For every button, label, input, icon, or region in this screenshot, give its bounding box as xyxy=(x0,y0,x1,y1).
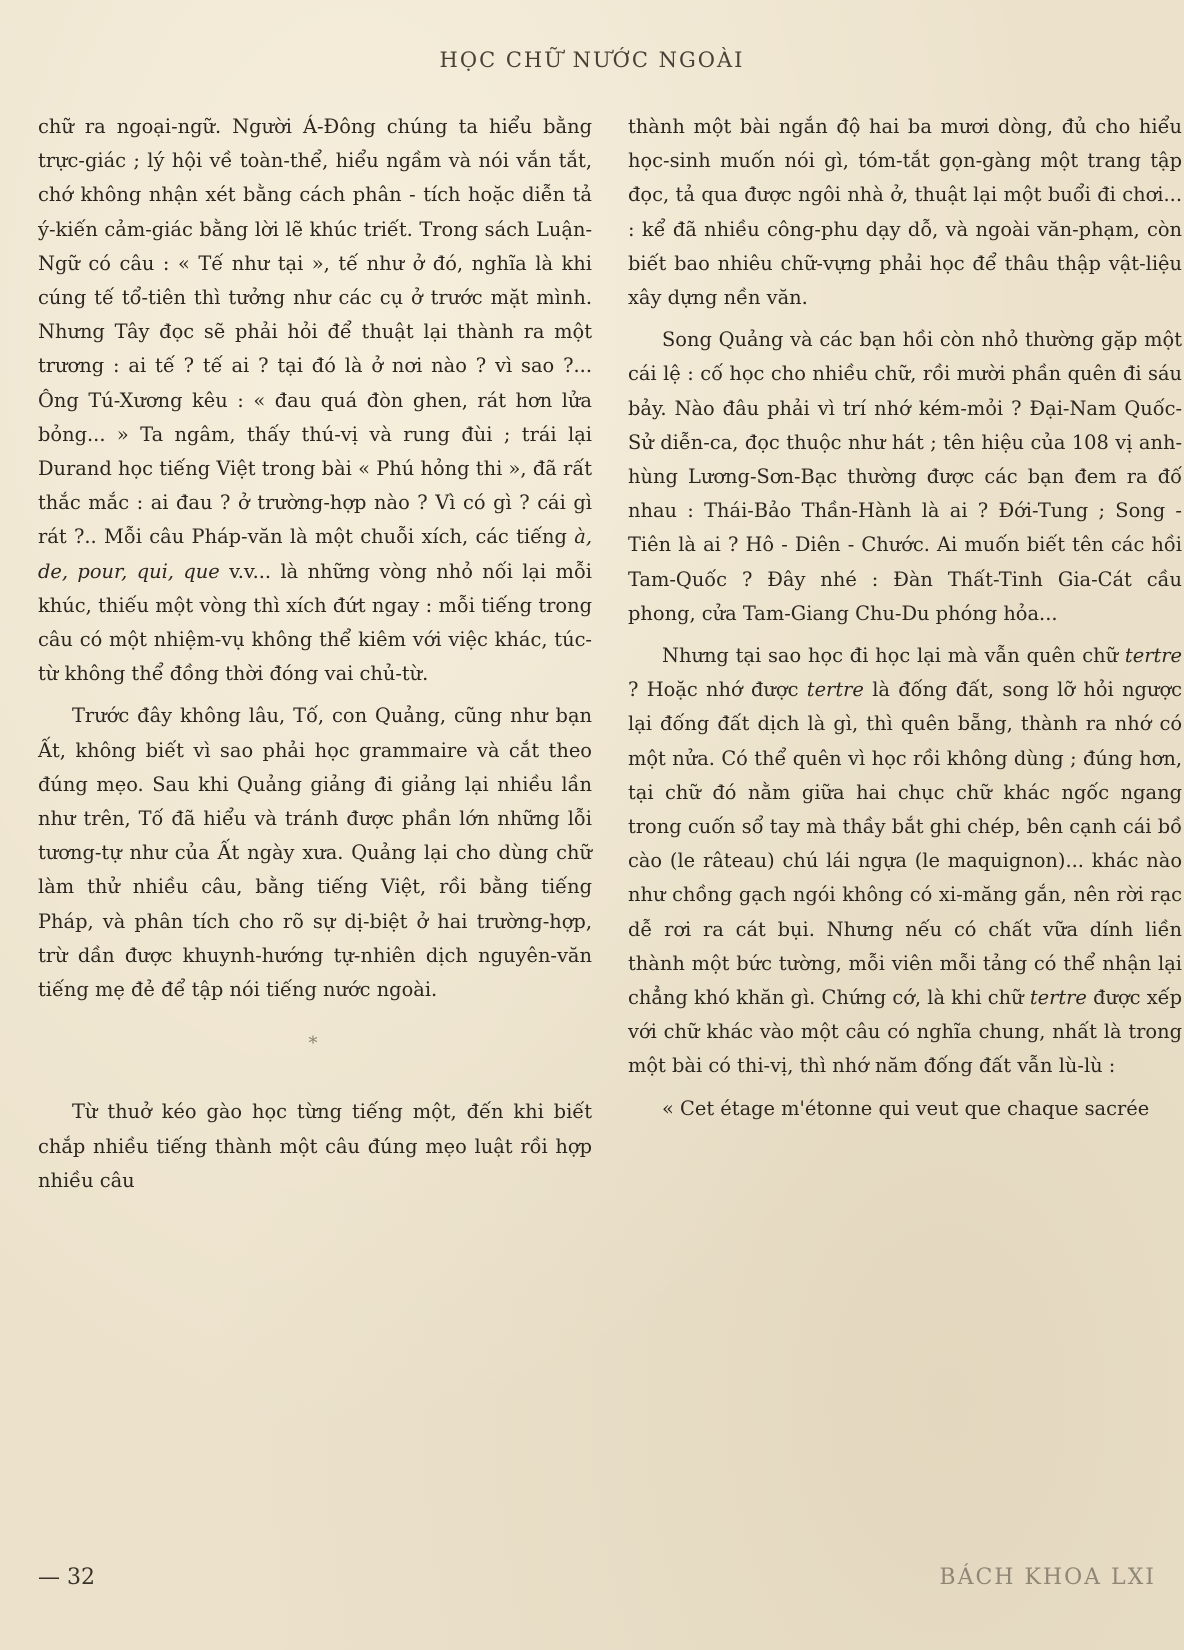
quotation: « Cet étage m'étonne qui veut que chaque sacrée xyxy=(662,1096,1150,1120)
section-divider: * xyxy=(308,1033,322,1055)
paragraph: Song Quảng và các bạn hồi còn nhỏ thường gặp một cái lệ : cố học cho nhiều chữ, rồi mười phần quên đi sáu bảy. Nào đâu phải vì trí nhớ kém-mỏi ? Đại-Nam Quốc-Sử diễn-ca, đọc thuộc như hát ; tên hiệu của 108 vị anh-hùng Lương-Sơn-Bạc thường được các bạn đem ra đố nhau : Thái-Bảo Thần-Hành là ai ? Đới-Tung ; Song - Tiên là ai ? Hô - Diên - Chước. Ai muốn biết tên các hồi Tam-Quốc ? Đây nhé : Đàn Thất-Tinh Gia-Cát cầu phong, cửa Tam-Giang Chu-Du phóng hỏa... xyxy=(628,328,1182,625)
emphasis: tertre xyxy=(1124,644,1182,668)
emphasis: tertre xyxy=(1029,986,1087,1010)
emphasis: à, de, pour, qui, que xyxy=(38,525,592,583)
paragraph: chữ ra ngoại-ngữ. Người Á-Đông chúng ta hiểu bằng trực-giác ; lý hội về toàn-thể, hiểu ngầm và nói vắn tắt, chớ không nhận xét bằng cách phân - tích hoặc diễn tả ý-kiến cảm-giác bằng lời lẽ khúc triết. Trong sách Luận-Ngữ có câu : « Tế như tại », tế như ở đó, nghĩa là khi cúng tế tổ-tiên thì tưởng như các cụ ở trước mặt mình. Nhưng Tây đọc sẽ phải hỏi để thuật lại thành ra một trương : ai tế ? tế ai ? tại đó là ở nơi nào ? vì sao ?... Ông Tú-Xương kêu : « đau quá đòn ghen, rát hơn lửa bỏng... » Ta ngâm, thấy thú-vị và rung đùi ; trái lại Durand học tiếng Việt trong bài « Phú hỏng thi », đã rất thắc mắc : ai đau ? ở trường-hợp nào ? Vì có gì ? cái gì rát ?.. Mỗi câu Pháp-văn là một chuỗi xích, các tiếng à, de, pour, qui, que v.v... là những vòng nhỏ nối lại mỗi khúc, thiếu một vòng thì xích đứt ngay : mỗi tiếng trong câu có một nhiệm-vụ không thể kiêm với việc khác, túc-từ không thể đồng thời đóng vai chủ-từ. xyxy=(38,115,593,686)
paragraph: Trước đây không lâu, Tố, con Quảng, cũng như bạn Ất, không biết vì sao phải học grammaire và cắt theo đúng mẹo. Sau khi Quảng giảng đi giảng lại nhiều lần như trên, Tố đã hiểu và tránh được phần lớn những lỗi tương-tự như của Ất ngày xưa. Quảng lại cho dùng chữ làm thử nhiều câu, bằng tiếng Việt, rồi bằng tiếng Pháp, và phân tích cho rõ sự dị-biệt ở hai trường-hợp, trừ dần được khuynh-hướng tự-nhiên dịch nguyên-văn tiếng mẹ đẻ để tập nói tiếng nước ngoài. xyxy=(38,704,592,1002)
left-column xyxy=(38,110,592,1198)
paragraph: Nhưng tại sao học đi học lại mà vẫn quên chữ tertre ? Hoặc nhớ được tertre là đống đất, song lỡ hỏi ngược lại đống đất dịch là gì, thì quên bẵng, thành ra nhớ có một nửa. Có thể quên vì học rồi không dùng ; đúng hơn, tại chữ đó nằm giữa hai chục chữ khác ngốc ngang trong cuốn sổ tay mà thầy bắt ghi chép, bên cạnh cái bồ cào (le râteau) chú lái ngựa (le maquignon)... khác nào như chồng gạch ngói không có xi-măng gắn, nên rời rạc dễ rơi ra cát bụi. Nhưng nếu có chất vữa dính liền thành một bức tường, mỗi viên mỗi tảng có thể nhận lại chẳng khó khăn gì. Chứng cớ, là khi chữ tertre được xếp với chữ khác vào một câu có nghĩa chung, nhất là trong một bài có thi-vị, thì nhớ năm đống đất vẫn lù-lù : xyxy=(628,644,1182,1078)
right-column xyxy=(628,110,1182,1126)
emphasis: tertre xyxy=(806,678,864,702)
magazine-title: BÁCH KHOA LXI xyxy=(939,1565,1156,1590)
paragraph: thành một bài ngắn độ hai ba mươi dòng, đủ cho hiểu học-sinh muốn nói gì, tóm-tắt gọn-gàng một trang tập đọc, tả qua được ngôi nhà ở, thuật lại một buổi đi chơi... : kể đã nhiều công-phu dạy dỗ, và ngoài văn-phạm, còn biết bao nhiêu chữ-vựng phải học để thâu thập vật-liệu xây dựng nền văn. xyxy=(628,115,1182,310)
paragraph: Từ thuở kéo gào học từng tiếng một, đến khi biết chắp nhiều tiếng thành một câu đúng mẹo luật rồi hợp nhiều câu xyxy=(38,1100,592,1192)
page-number: — 32 xyxy=(38,1565,95,1590)
running-head: HỌC CHỮ NƯỚC NGOÀI xyxy=(439,48,745,72)
